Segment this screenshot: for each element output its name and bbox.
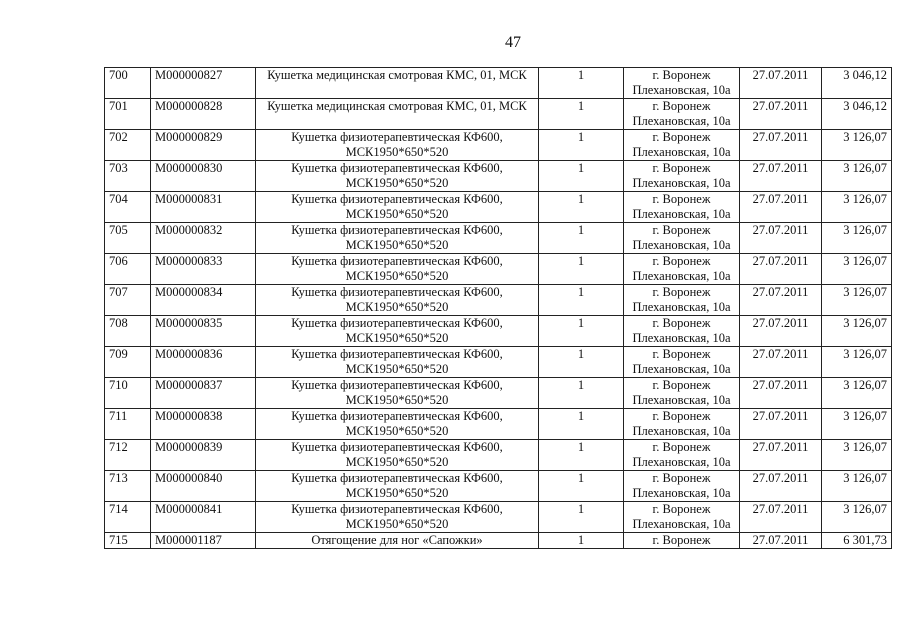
location-address-line: Плехановская, 10а: [632, 145, 731, 159]
row-number: 709: [105, 347, 151, 378]
value-amount: 6 301,73: [822, 533, 892, 549]
item-name-line: Кушетка физиотерапевтическая КФ600,: [291, 502, 503, 516]
value-amount: 3 126,07: [822, 502, 892, 533]
acquisition-date: 27.07.2011: [740, 502, 822, 533]
location-address: [624, 533, 740, 549]
item-name-line: Кушетка физиотерапевтическая КФ600,: [291, 254, 503, 268]
inventory-table: [104, 67, 892, 549]
item-name: [256, 254, 539, 285]
table-row: [105, 378, 892, 409]
item-name-line: Кушетка физиотерапевтическая КФ600,: [291, 161, 503, 175]
quantity: 1: [539, 161, 624, 192]
inventory-code: М000000830: [151, 161, 256, 192]
item-name-line: МСК1950*650*520: [345, 331, 449, 345]
location-address-line: г. Воронеж: [652, 440, 711, 454]
item-name-line: Кушетка физиотерапевтическая КФ600,: [291, 130, 503, 144]
item-name-line: Кушетка физиотерапевтическая КФ600,: [291, 285, 503, 299]
acquisition-date: 27.07.2011: [740, 533, 822, 549]
location-address-line: г. Воронеж: [652, 192, 711, 206]
location-address: [624, 471, 740, 502]
item-name: [256, 502, 539, 533]
location-address-line: г. Воронеж: [652, 254, 711, 268]
acquisition-date: 27.07.2011: [740, 68, 822, 99]
location-address: [624, 99, 740, 130]
row-number: 701: [105, 99, 151, 130]
acquisition-date: 27.07.2011: [740, 409, 822, 440]
quantity: 1: [539, 68, 624, 99]
item-name-line: МСК1950*650*520: [345, 455, 449, 469]
item-name-line: Кушетка физиотерапевтическая КФ600,: [291, 409, 503, 423]
value-amount: 3 126,07: [822, 409, 892, 440]
table-row: [105, 130, 892, 161]
acquisition-date: 27.07.2011: [740, 192, 822, 223]
acquisition-date: 27.07.2011: [740, 285, 822, 316]
acquisition-date: 27.07.2011: [740, 471, 822, 502]
table-row: [105, 347, 892, 378]
location-address: [624, 378, 740, 409]
location-address-line: Плехановская, 10а: [632, 114, 731, 128]
value-amount: 3 126,07: [822, 347, 892, 378]
acquisition-date: 27.07.2011: [740, 378, 822, 409]
location-address-line: г. Воронеж: [652, 161, 711, 175]
quantity: 1: [539, 378, 624, 409]
inventory-code: М000001187: [151, 533, 256, 549]
value-amount: 3 126,07: [822, 316, 892, 347]
row-number: 705: [105, 223, 151, 254]
item-name-line: МСК1950*650*520: [345, 486, 449, 500]
table-row: [105, 254, 892, 285]
value-amount: 3 126,07: [822, 130, 892, 161]
location-address-line: г. Воронеж: [652, 316, 711, 330]
row-number: 713: [105, 471, 151, 502]
acquisition-date: 27.07.2011: [740, 99, 822, 130]
location-address-line: Плехановская, 10а: [632, 517, 731, 531]
acquisition-date: 27.07.2011: [740, 347, 822, 378]
location-address-line: Плехановская, 10а: [632, 424, 731, 438]
item-name: [256, 347, 539, 378]
acquisition-date: 27.07.2011: [740, 223, 822, 254]
location-address-line: г. Воронеж: [652, 285, 711, 299]
table-row: [105, 285, 892, 316]
location-address: [624, 254, 740, 285]
inventory-code: М000000832: [151, 223, 256, 254]
row-number: 707: [105, 285, 151, 316]
table-row: [105, 409, 892, 440]
value-amount: 3 126,07: [822, 378, 892, 409]
location-address: [624, 347, 740, 378]
item-name-line: Кушетка физиотерапевтическая КФ600,: [291, 347, 503, 361]
location-address-line: Плехановская, 10а: [632, 300, 731, 314]
row-number: 703: [105, 161, 151, 192]
location-address-line: г. Воронеж: [652, 347, 711, 361]
item-name-line: МСК1950*650*520: [345, 362, 449, 376]
acquisition-date: 27.07.2011: [740, 254, 822, 285]
location-address-line: Плехановская, 10а: [632, 207, 731, 221]
location-address-line: Плехановская, 10а: [632, 455, 731, 469]
item-name: [256, 99, 539, 130]
table-row: [105, 192, 892, 223]
item-name: [256, 130, 539, 161]
item-name-line: Кушетка физиотерапевтическая КФ600,: [291, 223, 503, 237]
location-address: [624, 502, 740, 533]
inventory-code: М000000833: [151, 254, 256, 285]
quantity: 1: [539, 316, 624, 347]
item-name-line: Отягощение для ног «Сапожки»: [311, 533, 483, 547]
item-name-line: Кушетка физиотерапевтическая КФ600,: [291, 440, 503, 454]
location-address-line: г. Воронеж: [652, 68, 711, 82]
item-name: [256, 223, 539, 254]
inventory-code: М000000841: [151, 502, 256, 533]
acquisition-date: 27.07.2011: [740, 440, 822, 471]
location-address: [624, 440, 740, 471]
location-address-line: г. Воронеж: [652, 471, 711, 485]
inventory-code: М000000839: [151, 440, 256, 471]
item-name: [256, 316, 539, 347]
location-address-line: г. Воронеж: [652, 99, 711, 113]
location-address: [624, 285, 740, 316]
location-address: [624, 192, 740, 223]
quantity: 1: [539, 192, 624, 223]
item-name: [256, 161, 539, 192]
location-address-line: г. Воронеж: [652, 130, 711, 144]
item-name: [256, 471, 539, 502]
item-name-line: Кушетка медицинская смотровая КМС, 01, МСК: [267, 99, 527, 113]
quantity: 1: [539, 347, 624, 378]
row-number: 702: [105, 130, 151, 161]
quantity: 1: [539, 99, 624, 130]
value-amount: 3 126,07: [822, 254, 892, 285]
location-address-line: Плехановская, 10а: [632, 486, 731, 500]
location-address: [624, 68, 740, 99]
inventory-code: М000000840: [151, 471, 256, 502]
row-number: 714: [105, 502, 151, 533]
value-amount: 3 046,12: [822, 99, 892, 130]
table-row: [105, 471, 892, 502]
table-row: [105, 533, 892, 549]
item-name-line: МСК1950*650*520: [345, 393, 449, 407]
quantity: 1: [539, 130, 624, 161]
table-row: [105, 223, 892, 254]
location-address: [624, 409, 740, 440]
item-name: [256, 192, 539, 223]
location-address: [624, 130, 740, 161]
acquisition-date: 27.07.2011: [740, 316, 822, 347]
table-row: [105, 502, 892, 533]
item-name: [256, 285, 539, 316]
row-number: 711: [105, 409, 151, 440]
quantity: 1: [539, 409, 624, 440]
value-amount: 3 126,07: [822, 192, 892, 223]
item-name-line: Кушетка физиотерапевтическая КФ600,: [291, 192, 503, 206]
item-name-line: Кушетка физиотерапевтическая КФ600,: [291, 378, 503, 392]
location-address-line: г. Воронеж: [652, 502, 711, 516]
location-address-line: Плехановская, 10а: [632, 83, 731, 97]
value-amount: 3 126,07: [822, 440, 892, 471]
table-row: [105, 316, 892, 347]
inventory-code: М000000837: [151, 378, 256, 409]
location-address-line: г. Воронеж: [652, 409, 711, 423]
quantity: 1: [539, 285, 624, 316]
item-name-line: МСК1950*650*520: [345, 424, 449, 438]
location-address-line: г. Воронеж: [652, 223, 711, 237]
quantity: 1: [539, 223, 624, 254]
value-amount: 3 046,12: [822, 68, 892, 99]
location-address-line: Плехановская, 10а: [632, 269, 731, 283]
quantity: 1: [539, 440, 624, 471]
item-name-line: МСК1950*650*520: [345, 300, 449, 314]
table-row: [105, 161, 892, 192]
inventory-code: М000000829: [151, 130, 256, 161]
item-name-line: МСК1950*650*520: [345, 238, 449, 252]
value-amount: 3 126,07: [822, 223, 892, 254]
inventory-code: М000000836: [151, 347, 256, 378]
quantity: 1: [539, 533, 624, 549]
table-row: [105, 440, 892, 471]
item-name: [256, 440, 539, 471]
location-address-line: Плехановская, 10а: [632, 331, 731, 345]
item-name-line: МСК1950*650*520: [345, 269, 449, 283]
location-address-line: Плехановская, 10а: [632, 176, 731, 190]
location-address-line: г. Воронеж: [652, 533, 711, 547]
quantity: 1: [539, 254, 624, 285]
inventory-code: М000000835: [151, 316, 256, 347]
location-address: [624, 316, 740, 347]
item-name-line: Кушетка медицинская смотровая КМС, 01, МСК: [267, 68, 527, 82]
quantity: 1: [539, 502, 624, 533]
value-amount: 3 126,07: [822, 285, 892, 316]
location-address-line: г. Воронеж: [652, 378, 711, 392]
value-amount: 3 126,07: [822, 161, 892, 192]
acquisition-date: 27.07.2011: [740, 161, 822, 192]
row-number: 700: [105, 68, 151, 99]
item-name-line: МСК1950*650*520: [345, 176, 449, 190]
inventory-code: М000000838: [151, 409, 256, 440]
item-name: [256, 378, 539, 409]
page-number: 47: [505, 34, 521, 51]
item-name-line: МСК1950*650*520: [345, 207, 449, 221]
row-number: 704: [105, 192, 151, 223]
inventory-code: М000000834: [151, 285, 256, 316]
table-body: [105, 68, 892, 549]
item-name-line: МСК1950*650*520: [345, 517, 449, 531]
row-number: 712: [105, 440, 151, 471]
location-address-line: Плехановская, 10а: [632, 362, 731, 376]
location-address-line: Плехановская, 10а: [632, 393, 731, 407]
acquisition-date: 27.07.2011: [740, 130, 822, 161]
inventory-code: М000000831: [151, 192, 256, 223]
inventory-code: М000000828: [151, 99, 256, 130]
item-name: [256, 68, 539, 99]
item-name-line: МСК1950*650*520: [345, 145, 449, 159]
location-address: [624, 223, 740, 254]
value-amount: 3 126,07: [822, 471, 892, 502]
location-address-line: Плехановская, 10а: [632, 238, 731, 252]
quantity: 1: [539, 471, 624, 502]
row-number: 708: [105, 316, 151, 347]
item-name-line: Кушетка физиотерапевтическая КФ600,: [291, 316, 503, 330]
item-name: [256, 409, 539, 440]
row-number: 706: [105, 254, 151, 285]
item-name: [256, 533, 539, 549]
inventory-code: М000000827: [151, 68, 256, 99]
row-number: 710: [105, 378, 151, 409]
row-number: 715: [105, 533, 151, 549]
table-row: [105, 99, 892, 130]
item-name-line: Кушетка физиотерапевтическая КФ600,: [291, 471, 503, 485]
table-row: [105, 68, 892, 99]
location-address: [624, 161, 740, 192]
